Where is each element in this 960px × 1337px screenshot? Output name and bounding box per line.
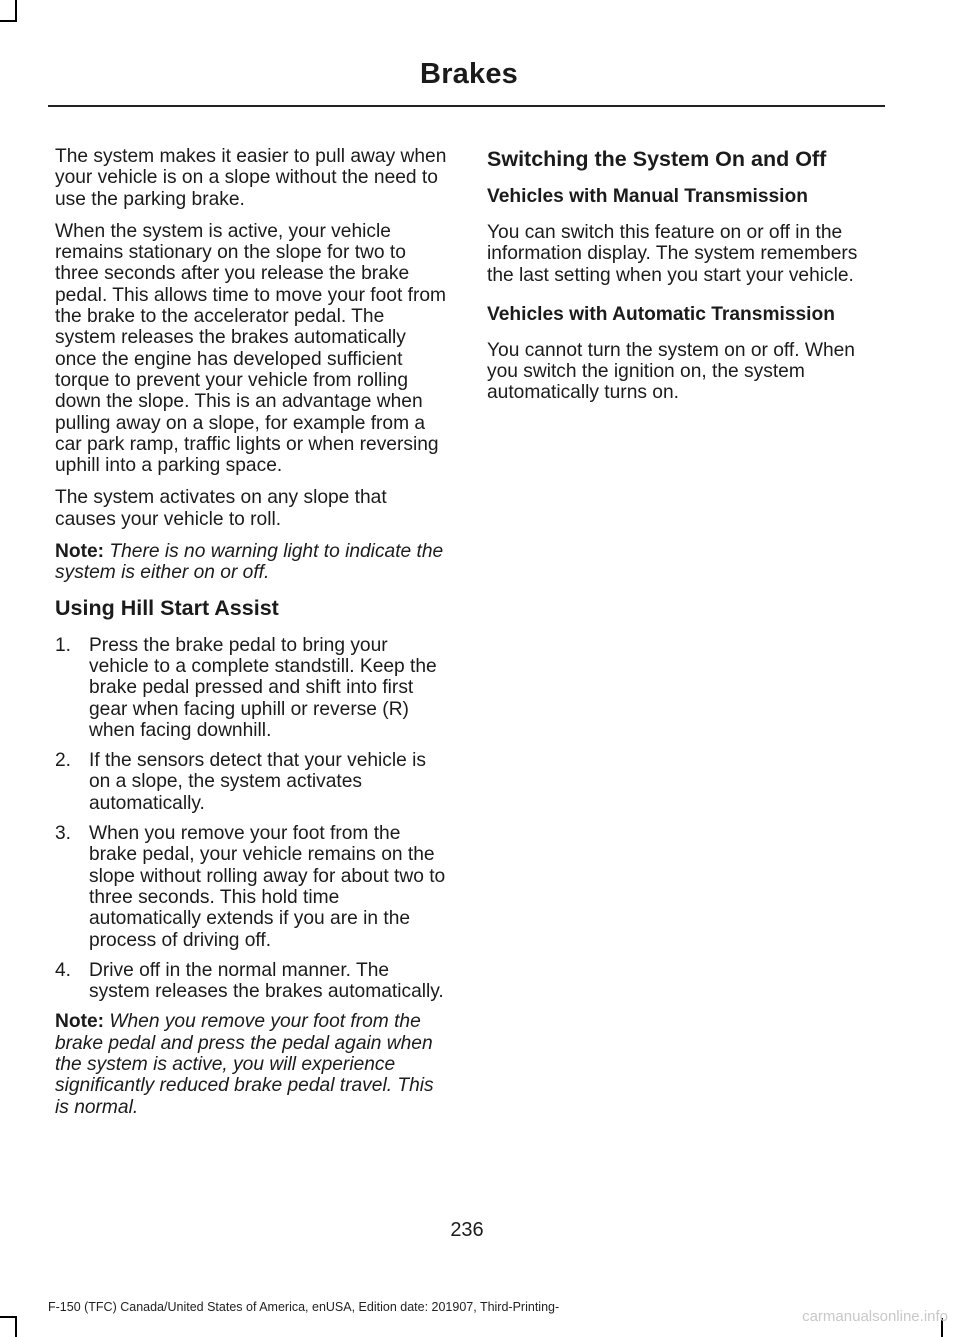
step-text: If the sensors detect that your vehicle is on a slope, the system activates automatically. bbox=[89, 750, 427, 814]
watermark-text: carmanualsonline.info bbox=[802, 1308, 948, 1325]
crop-mark-top-left bbox=[15, 0, 17, 22]
note-label: Note: bbox=[55, 541, 105, 563]
step-number: 2. bbox=[55, 750, 72, 772]
right-column bbox=[487, 146, 881, 415]
page-number: 236 bbox=[450, 1219, 484, 1241]
step-text: Press the brake pedal to bring your vehicle to a complete standstill. Keep the brake pedal pressed and shift into first gear when facing uphill or reverse (R) when facing downhill. bbox=[89, 634, 437, 741]
note-text: When you remove your foot from the brake pedal and press the pedal again when the system is active, you will experience significantly reduced brake pedal travel. This is normal. bbox=[55, 1011, 434, 1118]
intro-paragraph-3: The system activates on any slope that causes your vehicle to roll. bbox=[55, 487, 387, 530]
step-number: 4. bbox=[55, 959, 72, 981]
step-number: 3. bbox=[55, 823, 72, 845]
note-label: Note: bbox=[55, 1011, 105, 1033]
left-column bbox=[55, 146, 449, 1129]
footer-edition-text: F-150 (TFC) Canada/United States of America, enUSA, Edition date: 201907, Third-Printing- bbox=[48, 1300, 560, 1314]
crop-mark-top-left-h bbox=[0, 20, 17, 22]
note-pedal-travel bbox=[55, 1011, 449, 1117]
list-item bbox=[55, 750, 449, 814]
step-number: 1. bbox=[55, 634, 72, 656]
step-text: When you remove your foot from the brake pedal, your vehicle remains on the slope without rolling away for about two to three seconds. This hold time automatically extends if you are in the process of driving off. bbox=[89, 823, 446, 951]
subheading-automatic-transmission: Vehicles with Automatic Transmission bbox=[487, 303, 835, 325]
subheading-manual-transmission: Vehicles with Manual Transmission bbox=[487, 186, 808, 207]
intro-paragraph-2: When the system is active, your vehicle remains stationary on the slope for two to three seconds after you release the brake pedal. This allows time to move your foot from the brake to the accelerator pedal. The system releases the brakes automatically once the engine has developed sufficient torque to prevent your vehicle from rolling down the slope. This is an advantage when pulling away on a slope, for example from a car park ramp, traffic lights or when reversing uphill into a parking space. bbox=[55, 220, 447, 477]
section-heading-using-hill-start-assist: Using Hill Start Assist bbox=[55, 595, 279, 620]
page-header-title: Brakes bbox=[420, 58, 518, 90]
automatic-transmission-text: You cannot turn the system on or off. When you switch the ignition on, the system automatically turns on. bbox=[487, 339, 855, 404]
list-item bbox=[55, 823, 449, 951]
note-text: There is no warning light to indicate the system is either on or off. bbox=[55, 541, 444, 584]
step-text: Drive off in the normal manner. The system releases the brakes automatically. bbox=[89, 959, 444, 1003]
list-item bbox=[55, 960, 449, 1003]
crop-mark-bottom-left bbox=[15, 1318, 17, 1337]
crop-mark-bottom-left-h bbox=[0, 1316, 17, 1318]
header-divider bbox=[48, 105, 885, 107]
intro-paragraph-1: The system makes it easier to pull away when your vehicle is on a slope without the need to use the parking brake. bbox=[55, 146, 447, 210]
note-warning-light bbox=[55, 541, 449, 584]
section-heading-switching: Switching the System On and Off bbox=[487, 147, 827, 171]
steps-list bbox=[55, 635, 449, 1003]
list-item bbox=[55, 635, 449, 741]
manual-transmission-text: You can switch this feature on or off in the information display. The system remembers the last setting when you start your vehicle. bbox=[487, 222, 858, 286]
